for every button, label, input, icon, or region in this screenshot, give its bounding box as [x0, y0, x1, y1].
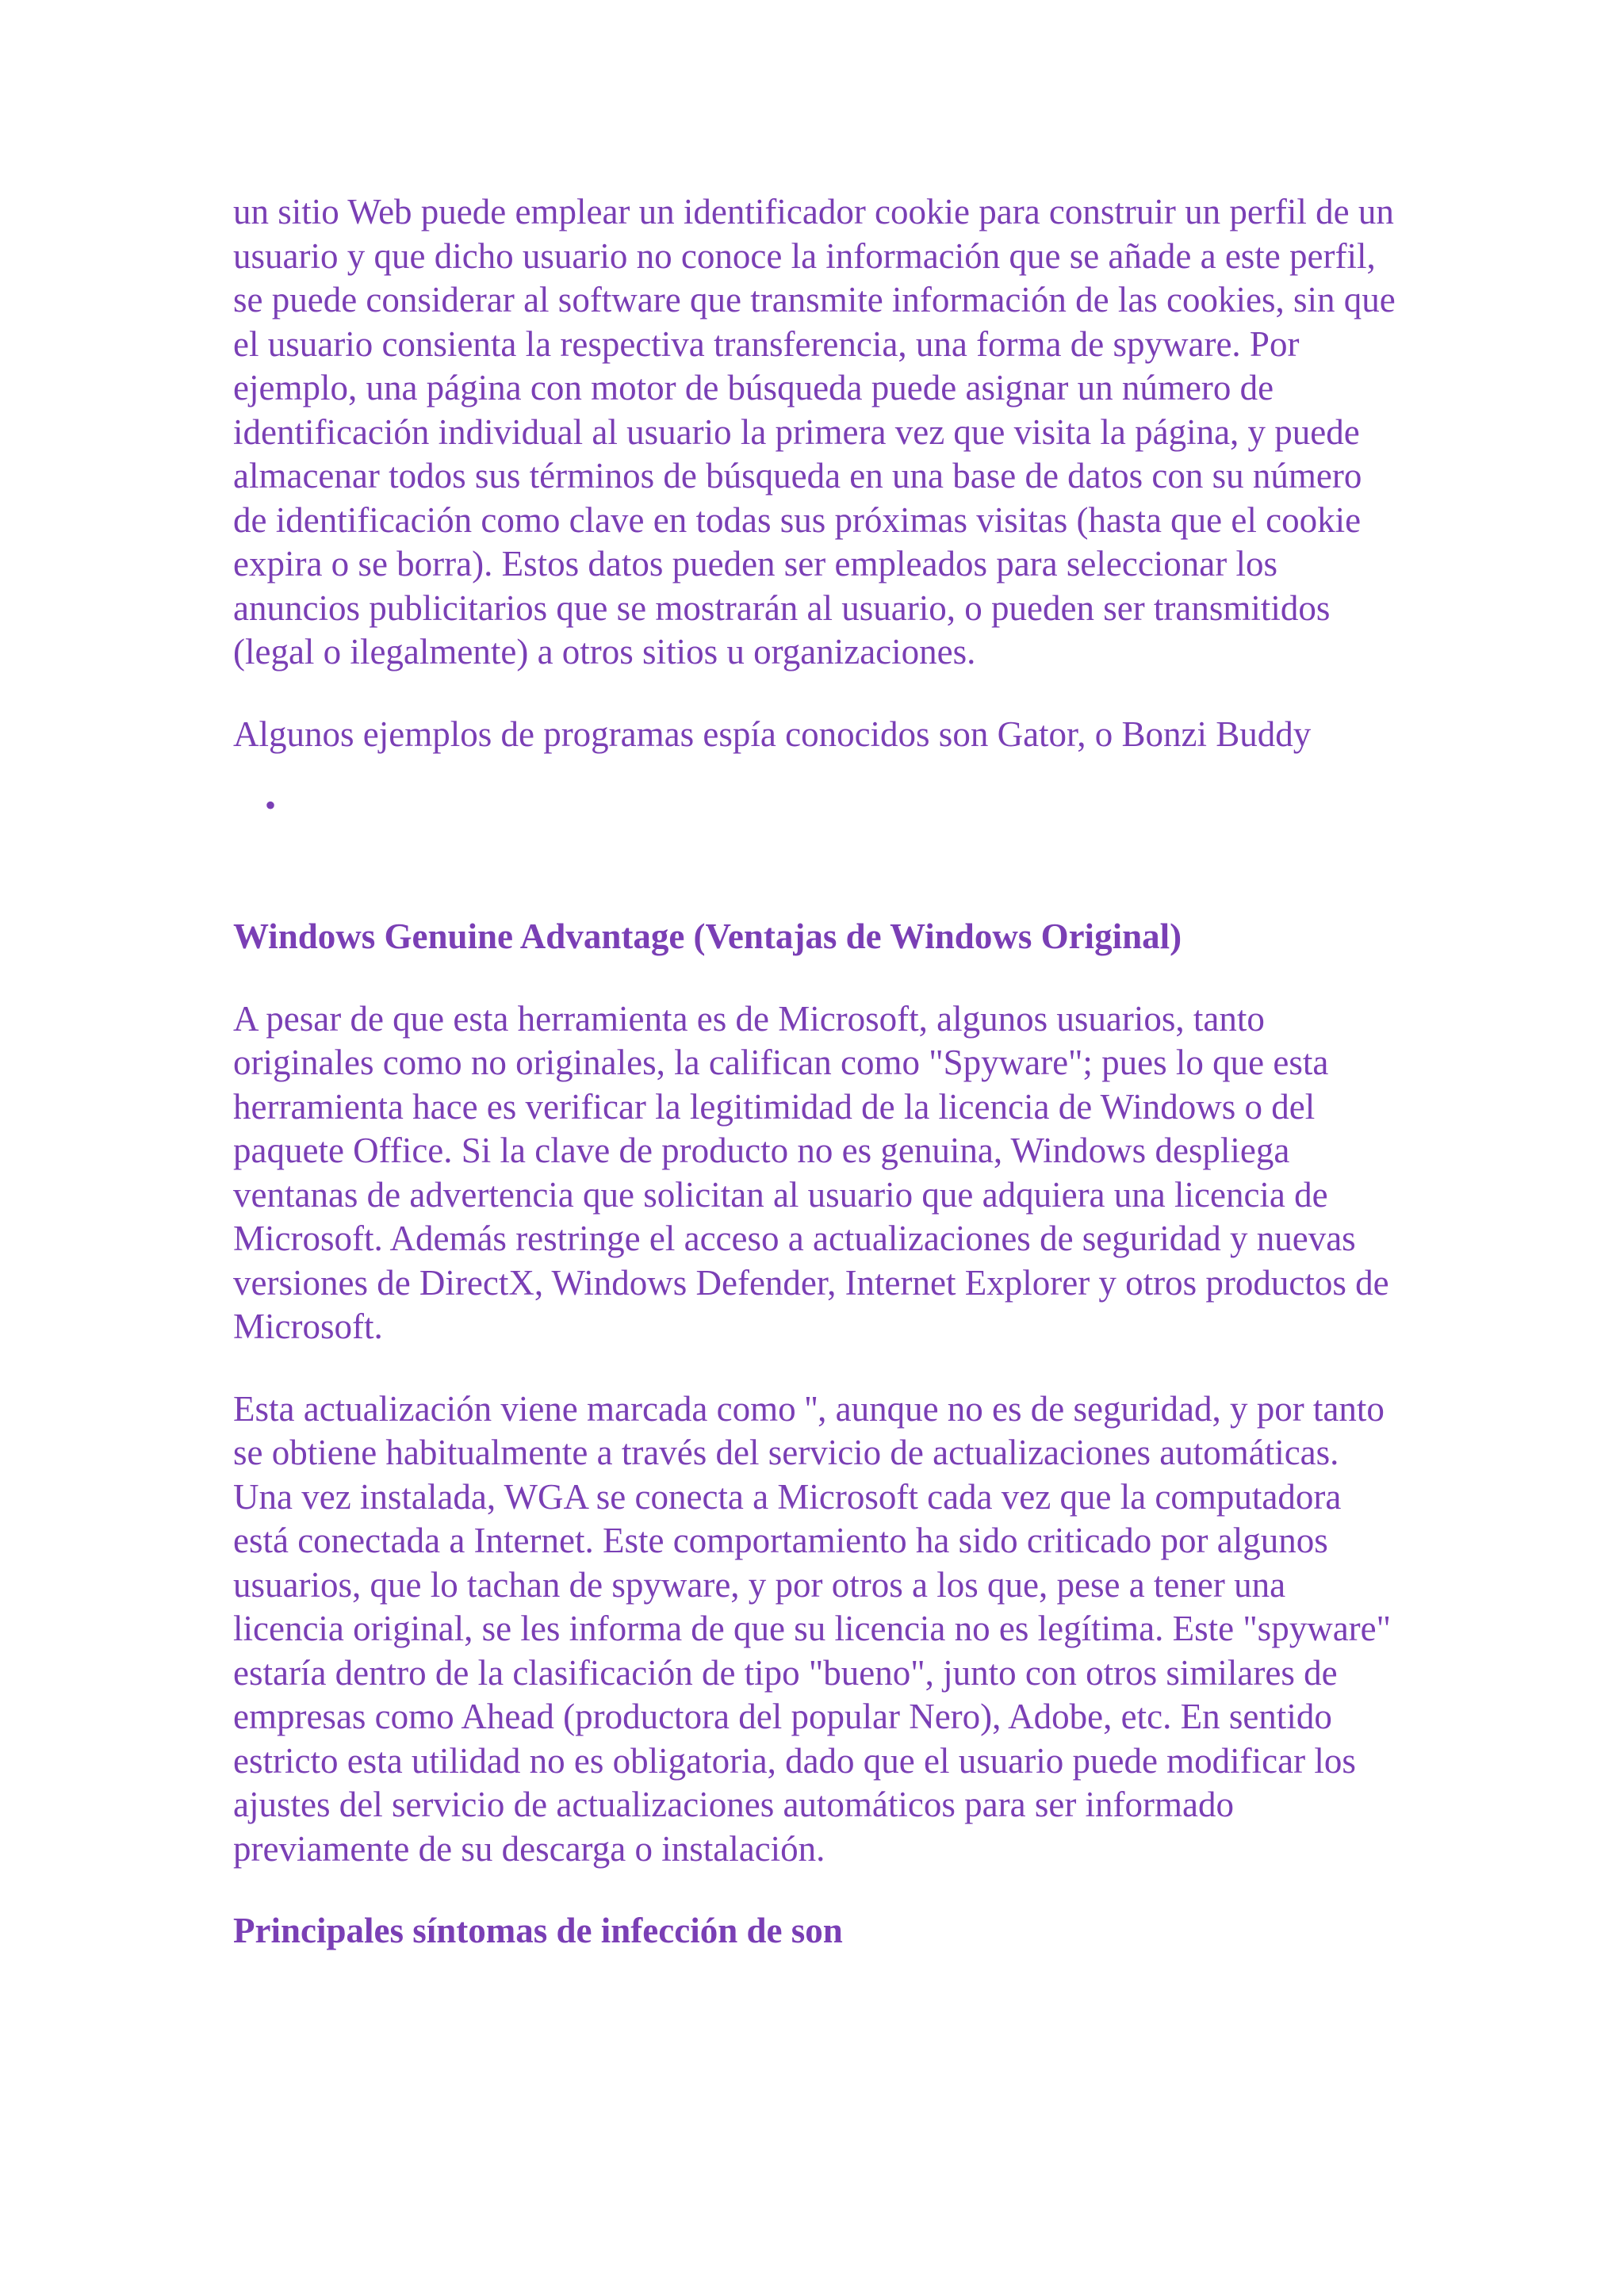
paragraph-wga-intro: A pesar de que esta herramienta es de Microsoft, algunos usuarios, tanto originales como no originales, la califican como "Spyware"; pues lo que esta herramienta hace es verificar la legitimidad de la licencia de Windows o del paquete Office. Si la clave de producto no es genuina, Windows despliega ventanas de advertencia que solicitan al usuario que adquiera una licencia de Microsoft. Además restringe el acceso a actualizaciones de seguridad y nuevas versiones de DirectX, Windows Defender, Internet Explorer y otros productos de Microsoft. — [233, 998, 1389, 1346]
heading-symptoms: Principales síntomas de infección de son — [233, 1911, 843, 1950]
document-body — [233, 190, 1399, 1992]
paragraph-cookies: un sitio Web puede emplear un identificador cookie para construir un perfil de un usuario y que dicho usuario no conoce la información que se añade a este perfil, se puede considerar al software que transmite información de las cookies, sin que el usuario consienta la respectiva transferencia, una forma de spyware. Por ejemplo, una página con motor de búsqueda puede asignar un número de identificación individual al usuario la primera vez que visita la página, y puede almacenar todos sus términos de búsqueda en una base de datos con su número de identificación como clave en todas sus próximas visitas (hasta que el cookie expira o se borra). Estos datos pueden ser empleados para seleccionar los anuncios publicitarios que se mostrarán al usuario, o pueden ser transmitidos (legal o ilegalmente) a otros sitios u organizaciones. — [233, 192, 1396, 672]
paragraph-examples: Algunos ejemplos de programas espía conocidos son Gator, o Bonzi Buddy — [233, 714, 1312, 754]
bullet-list — [233, 756, 1399, 915]
heading-wga: Windows Genuine Advantage (Ventajas de Windows Original) — [233, 916, 1182, 956]
bullet-item: • — [265, 787, 277, 823]
paragraph-wga-update: Esta actualización viene marcada como '', aunque no es de seguridad, y por tanto se obtiene habitualmente a través del servicio de actualizaciones automáticas. Una vez instalada, WGA se conecta a Microsoft cada vez que la computadora está conectada a Internet. Este comportamiento ha sido criticado por algunos usuarios, que lo tachan de spyware, y por otros a los que, pese a tener una licencia original, se les informa de que su licencia no es legítima. Este "spyware" estaría dentro de la clasificación de tipo "bueno", junto con otros similares de empresas como Ahead (productora del popular Nero), Adobe, etc. En sentido estricto esta utilidad no es obligatoria, dado que el usuario puede modificar los ajustes del servicio de actualizaciones automáticos para ser informado previamente de su descarga o instalación. — [233, 1388, 1391, 1869]
